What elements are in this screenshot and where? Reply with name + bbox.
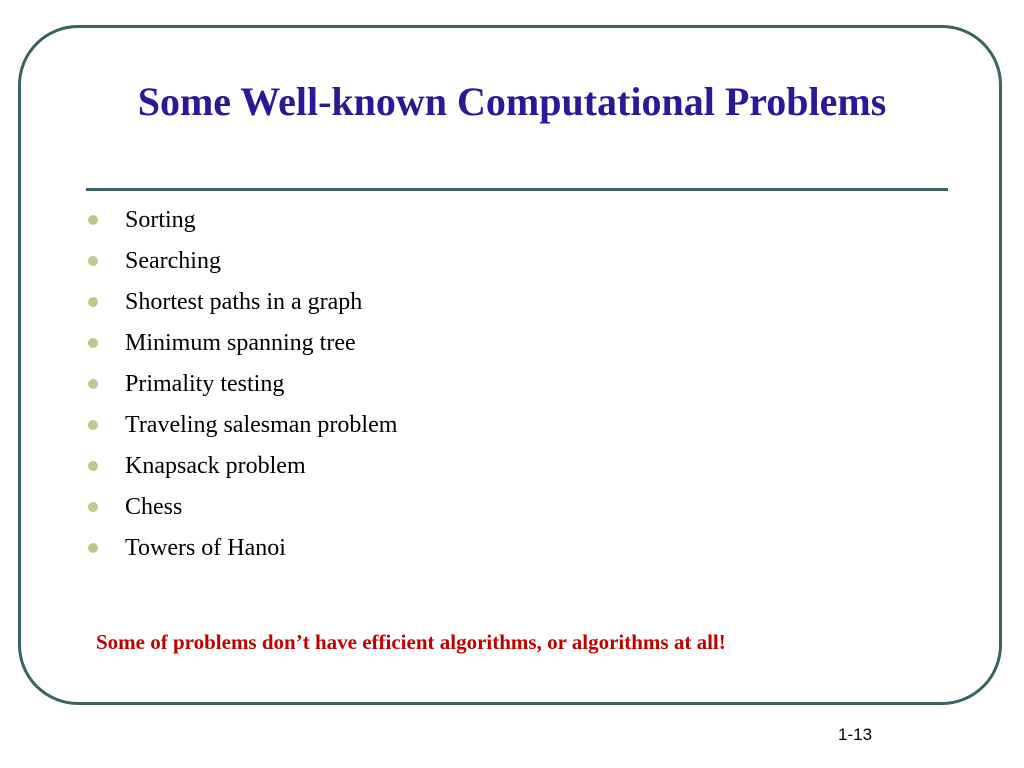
bullet-dot-icon — [88, 502, 98, 512]
bullet-item — [88, 490, 397, 531]
bullet-list — [88, 203, 397, 572]
bullet-dot-icon — [88, 379, 98, 389]
bullet-item — [88, 449, 397, 490]
bullet-dot-icon — [88, 215, 98, 225]
bullet-text: Chess — [125, 494, 183, 520]
slide-title: Some Well-known Computational Problems — [137, 79, 887, 124]
page-number: 1-13 — [838, 725, 873, 744]
bullet-dot-icon — [88, 256, 98, 266]
bullet-dot-icon — [88, 420, 98, 430]
bullet-item — [88, 531, 397, 572]
bullet-text: Sorting — [125, 207, 196, 233]
bullet-text: Traveling salesman problem — [125, 412, 398, 438]
bullet-item — [88, 408, 397, 449]
bullet-item — [88, 203, 397, 244]
bullet-item — [88, 244, 397, 285]
bullet-text: Towers of Hanoi — [125, 535, 286, 561]
bullet-text: Primality testing — [125, 371, 285, 397]
title-divider — [86, 188, 948, 191]
bullet-text: Shortest paths in a graph — [125, 289, 363, 315]
bullet-text: Searching — [125, 248, 221, 274]
bullet-dot-icon — [88, 338, 98, 348]
bullet-dot-icon — [88, 543, 98, 553]
bullet-dot-icon — [88, 297, 98, 307]
bullet-text: Knapsack problem — [125, 453, 306, 479]
bullet-item — [88, 367, 397, 408]
bullet-item — [88, 285, 397, 326]
bullet-text: Minimum spanning tree — [125, 330, 356, 356]
footnote-text: Some of problems don’t have efficient algorithms, or algorithms at all! — [96, 630, 726, 654]
bullet-dot-icon — [88, 461, 98, 471]
bullet-item — [88, 326, 397, 367]
